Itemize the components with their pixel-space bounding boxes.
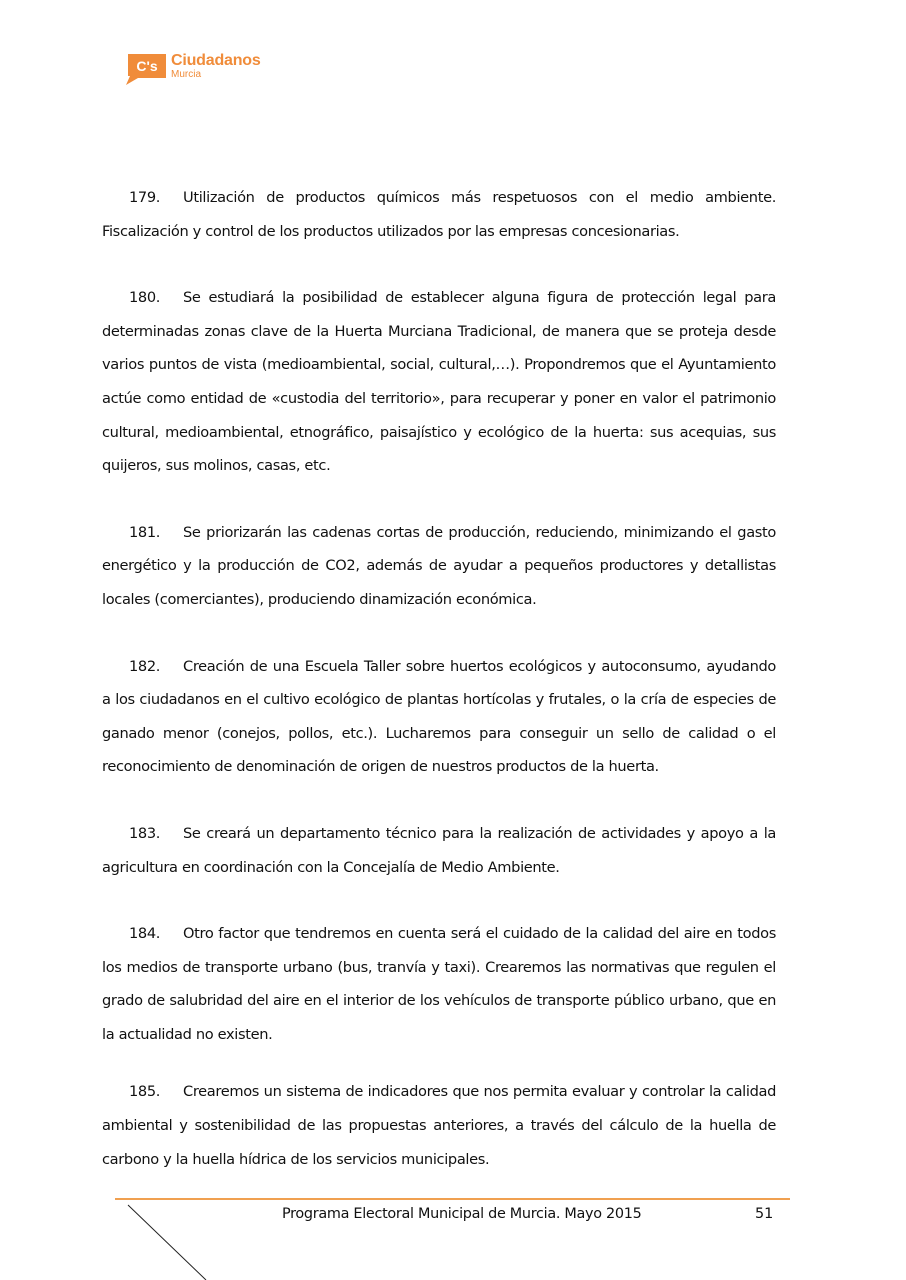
list-item-184 — [102, 917, 776, 1051]
item-number: 180. — [129, 289, 161, 307]
list-item-181 — [102, 516, 776, 617]
footer-rule — [115, 1198, 790, 1200]
item-number: 184. — [129, 925, 161, 943]
footer-title: Programa Electoral Municipal de Murcia. Mayo 2015 — [282, 1206, 642, 1222]
logo-badge-text: C's — [136, 58, 158, 74]
page-number: 51 — [755, 1206, 774, 1222]
speech-bubble-logo-icon — [124, 52, 168, 86]
item-text: Otro factor que tendremos en cuenta será el cuidado de la calidad del aire en todos los medios de transporte urbano (bus, tranvía y taxi). Crearemos las normativas que regulen el grado de salubridad del aire en el interior de los vehículos de transporte público urbano, que en la actualidad no existen. — [102, 925, 776, 1043]
item-number: 185. — [129, 1083, 161, 1101]
item-text: Utilización de productos químicos más respetuosos con el medio ambiente. Fiscalización y control de los productos utilizados por las empresas concesionarias. — [102, 189, 776, 240]
item-number: 181. — [129, 523, 161, 541]
item-text: Creación de una Escuela Taller sobre huertos ecológicos y autoconsumo, ayudando a los ciudadanos en el cultivo ecológico de plantas hortícolas y frutales, o la cría de especies de ganado menor (conejos, pollos, etc.). Lucharemos para conseguir un sello de calidad o el reconocimiento de denominación de origen de nuestros productos de la huerta. — [102, 657, 776, 776]
item-number: 179. — [129, 189, 161, 206]
item-text: Se priorizarán las cadenas cortas de producción, reduciendo, minimizando el gasto energético y la producción de CO2, además de ayudar a pequeños productores y detallistas locales (comerciantes), produciendo dinamización económica. — [102, 523, 776, 608]
item-text: Se creará un departamento técnico para la realización de actividades y apoyo a la agricultura en coordinación con la Concejalía de Medio Ambiente. — [102, 824, 776, 876]
list-item-182 — [102, 650, 776, 784]
logo-city: Murcia — [171, 69, 202, 80]
item-text: Se estudiará la posibilidad de establecer alguna figura de protección legal para determinadas zonas clave de la Huerta Murciana Tradicional, de manera que se proteja desde varios puntos de vista (medioambiental, social, cultural,…). Propondremos que el Ayuntamiento actúe como entidad de «custodia del territorio», para recuperar y poner en valor el patrimonio cultural, medioambiental, etnográfico, paisajístico y ecológico de la huerta: sus acequias, sus quijeros, sus molinos, casas, etc. — [102, 289, 776, 475]
list-item-185 — [102, 1075, 776, 1176]
document-body — [102, 181, 776, 1176]
list-item-180 — [102, 281, 776, 483]
item-text: Crearemos un sistema de indicadores que nos permita evaluar y controlar la calidad ambiental y sostenibilidad de las propuestas anteriores, a través del cálculo de la huella de carbono y la huella hídrica de los servicios municipales. — [102, 1083, 776, 1168]
logo-name: Ciudadanos — [171, 52, 261, 69]
list-item-183 — [102, 817, 776, 884]
item-number: 183. — [129, 824, 161, 842]
ciudadanos-logo — [124, 52, 274, 86]
item-number: 182. — [129, 657, 161, 675]
list-item-179 — [102, 181, 776, 248]
footer-diagonal-line — [126, 1203, 208, 1280]
